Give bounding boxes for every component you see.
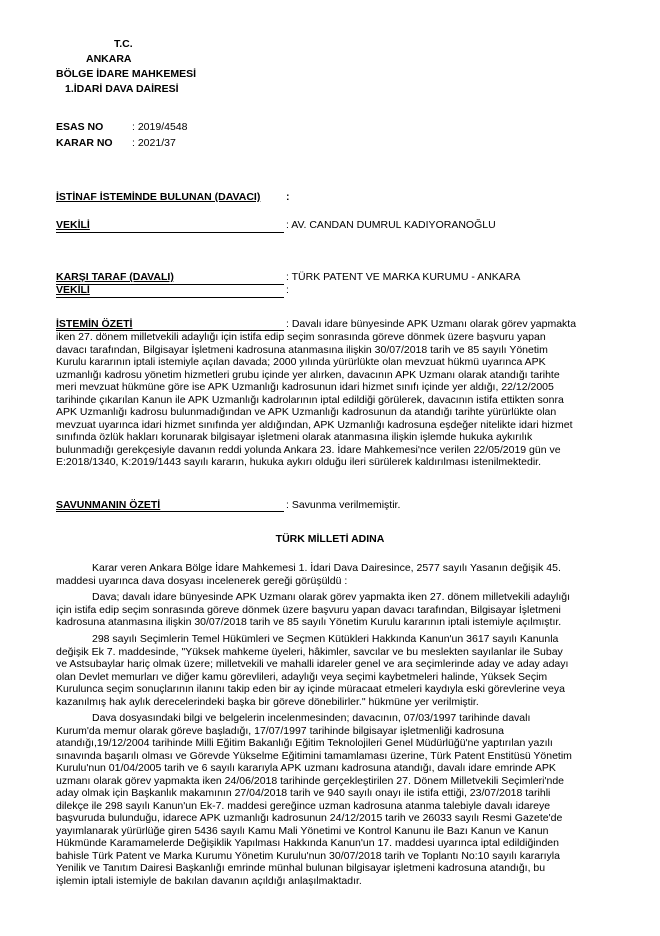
vekili2-value: : xyxy=(286,284,289,296)
istem-paragraph xyxy=(56,331,616,469)
istem-line: iken 27. dönem milletvekili adaylığı için istifa edip seçim sonrasında göreve dönmek üzere başvuru yapan xyxy=(56,331,546,343)
body-line: yayımlanarak yürürlüğe giren 5436 sayılı Kamu Mali Yönetimi ve Kontrol Kanunu ile Bazı Kanun ve Kanun xyxy=(56,824,549,837)
body-line: dilekçe ile 298 sayılı Kanun'un Ek-7. maddesi gereğince uzman kadrosuna atanma talebiyle davalı idareye xyxy=(56,799,551,812)
body-paragraph-1 xyxy=(56,562,616,587)
header-court: BÖLGE İDARE MAHKEMESİ xyxy=(56,68,197,80)
body-line: Dava dosyasındaki bilgi ve belgelerin incelenmesinden; davacının, 07/03/1997 tarihinde davalı xyxy=(92,712,531,724)
istem-line: APK Uzmanlığı kadrosu bulunmadığından ve APK Uzmanlığı kadrosunun da atandığı tarihte yürürlükte olan xyxy=(56,406,557,418)
istinaf-label: İSTİNAF İSTEMİNDE BULUNAN (DAVACI) xyxy=(56,191,261,203)
body-line: Kurum'da memur olarak göreve başladığı, 17/07/1997 tarihinde bilgisayar işletmenliği kadrosuna xyxy=(56,724,504,737)
savunma-underline xyxy=(56,511,284,512)
body-paragraph-3 xyxy=(56,633,616,708)
karar-label: KARAR NO xyxy=(56,137,113,149)
body-line: atandığı,19/12/2004 tarihinde Milli Eğitim Bakanlığı Eğitim Teknolojileri Genel Müdürlüğü'ne yaptırılan yazılı xyxy=(56,737,553,749)
savunma-value: : Savunma verilmemiştir. xyxy=(286,499,401,511)
body-paragraph-4 xyxy=(56,712,616,887)
istem-first-line: : Davalı idare bünyesinde APK Uzmanı olarak görev yapmakta xyxy=(286,318,577,330)
body-line: kazanılmış hak aylık derecelerindeki başka bir göreve dönebilirler." hükmüne yer verilmiştir. xyxy=(56,695,479,708)
karar-value: : 2021/37 xyxy=(132,137,176,149)
vekili2-underline xyxy=(56,297,284,298)
istem-line: meri mevzuat hükmüne göre ise APK Uzmanlığı kadrosunun idari hizmet sınıfı içinde yer aldığı, 22/12/2005 xyxy=(56,381,554,393)
istem-label: İSTEMİN ÖZETİ xyxy=(56,318,133,330)
body-line: Kurulunca seçim sonuçlarının ilanını takip eden bir ay içinde müracaat etmeleri kaydıyla eski görevlerine veya xyxy=(56,683,565,695)
body-line: işlemin iptali istemiyle de bakılan davanın açıldığı anlaşılmaktadır. xyxy=(56,874,362,887)
body-line: Dava; davalı idare bünyesinde APK Uzmanı olarak görev yapmakta iken 27. dönem milletvekili adaylığı xyxy=(92,591,571,603)
istem-line: uzmanlığı kadrosu yönetim hizmetleri grubu içinde yer alırken, davacının APK Uzmanı olarak atandığı tarihte xyxy=(56,368,560,381)
istem-line: E:2018/1340, K:2019/1443 sayılı kararın, hukuka aykırı olduğu ileri sürülerek kaldırılması istenilmektedir. xyxy=(56,456,542,468)
body-line: Hükmünde Karamamelerde Değişiklik Yapılması Hakkında Kanun'un 17. maddesi uyarınca iptal edildiğinden xyxy=(56,837,559,849)
body-line: maddesi uyarınca dava dosyası incelenerek gereği görüşüldü : xyxy=(56,574,348,587)
karsi-taraf-value: : TÜRK PATENT VE MARKA KURUMU - ANKARA xyxy=(286,271,521,283)
istinaf-colon: : xyxy=(286,191,290,203)
istem-line: bulunmadığı gerekçesiyle davanın reddi yolunda Ankara 23. İdare Mahkemesi'nce verilen 22/05/2019 gün ve xyxy=(56,443,561,456)
savunma-label: SAVUNMANIN ÖZETİ xyxy=(56,499,161,511)
karsi-taraf-label: KARŞI TARAF (DAVALI) xyxy=(56,271,174,283)
body-line: başvuruda bulunduğu, idarece APK uzmanlığı kadrosunun 24/12/2015 tarih ve 26033 sayılı Resmi Gazete'de xyxy=(56,812,563,824)
istem-line: Kurulu kararının iptali istemiyle açılan davada; 2000 yılında yürürlükte olan mevzuat hükmü uyarınca APK xyxy=(56,356,546,368)
vekili-underline xyxy=(56,232,284,233)
esas-value: : 2019/4548 xyxy=(132,121,188,133)
header-city: ANKARA xyxy=(86,53,132,65)
esas-label: ESAS NO xyxy=(56,121,104,133)
body-line: için istifa edip seçim sonrasında göreve dönmek üzere başvuru yapan davacı tarafından, Bilgisayar İşletmeni xyxy=(56,603,561,616)
body-line: aday olmak için Başkanlık makamının 27/04/2018 tarih ve 940 sayılı onayı ile istifa ettiği, 23/07/2018 tarihli xyxy=(56,787,551,799)
body-line: bahisle Türk Patent ve Marka Kurumu Yönetim Kurulu'nun 30/07/2018 tarih ve Toplantı No:10 sayılı kararıyla xyxy=(56,849,560,862)
vekili-label: VEKİLİ xyxy=(56,219,90,231)
body-line: Yenilik ve Tanıtım Dairesi Başkanlığı emrinde münhal bulunan bilgisayar işletmeni kadrosuna atandığı, bu xyxy=(56,862,546,874)
vekili2-label: VEKİLİ xyxy=(56,284,90,296)
karsi-taraf-underline xyxy=(56,284,284,285)
istem-line: sınıfında özlük hakları korunarak bilgisayar işletmeni olarak atanmasına ilişkin işlemde hukuka aykırılık xyxy=(56,431,533,443)
header-tc: T.C. xyxy=(114,38,133,50)
body-line: kadrosuna atanmasına ilişkin 30/07/2018 tarih ve 85 sayılı Yönetim Kurulu kararının iptali istemiyle açılmıştır. xyxy=(56,616,562,628)
istem-line: tarihinde çıkarılan Kanun ile APK Uzmanlığı kadrolarının iptal edildiği görülerek, davacının istifa ettikten sonra xyxy=(56,393,564,406)
istem-line: davacı tarafından, Bilgisayar İşletmeni kadrosuna atanmasına ilişkin 30/07/2018 tarih ve 85 sayılı Yönetim xyxy=(56,343,548,356)
istem-line: mevzuat uyarınca idari hizmet sınıfında yer aldığından, APK Uzmanlığı kadrosuna eşdeğer nitelikte idari hizmet xyxy=(56,418,573,431)
body-line: Karar veren Ankara Bölge İdare Mahkemesi 1. İdari Dava Dairesince, 2577 sayılı Yasanın değişik 45. xyxy=(92,562,561,574)
body-paragraph-2 xyxy=(56,591,616,629)
body-line: 298 sayılı Seçimlerin Temel Hükümleri ve Seçmen Kütükleri Hakkında Kanun'un 3617 sayılı Kanunla xyxy=(92,633,559,645)
decision-title: TÜRK MİLLETİ ADINA xyxy=(275,533,385,545)
body-line: sınavında başarılı olması ve Görevde Yükselme Eğitimini tamamlaması üzerine, Türk Patent Enstitüsü Yönetim xyxy=(56,749,572,762)
header-chamber: 1.İDARİ DAVA DAİRESİ xyxy=(65,83,179,95)
body-line: Kurulu'nun 01/04/2005 tarih ve 6 sayılı kararıyla APK uzmanı kadrosuna atandığı, davalı idare emrinde APK xyxy=(56,762,556,774)
body-line: değişik Ek 7. maddesinde, "Yüksek mahkeme üyeleri, hâkimler, savcılar ve bu meslekten sayılanlar ile Subay xyxy=(56,645,563,658)
body-line: uzmanı olarak görev yapmakta iken 24/06/2018 tarihinde gerçekleştirilen 27. Dönem Milletvekili Seçimleri'nde xyxy=(56,774,565,787)
body-line: olan Devlet memurları ve diğer kamu görevlileri, adaylığı veya seçimi kaybetmeleri halinde, Yüksek Seçim xyxy=(56,670,548,683)
body-line: ve Astsubaylar hariç olmak üzere; milletvekili ve mahalli idareler genel ve ara seçimlerinde aday ve aday adayı xyxy=(56,658,569,670)
vekili-value: : AV. CANDAN DUMRUL KADIYORANOĞLU xyxy=(286,219,496,231)
